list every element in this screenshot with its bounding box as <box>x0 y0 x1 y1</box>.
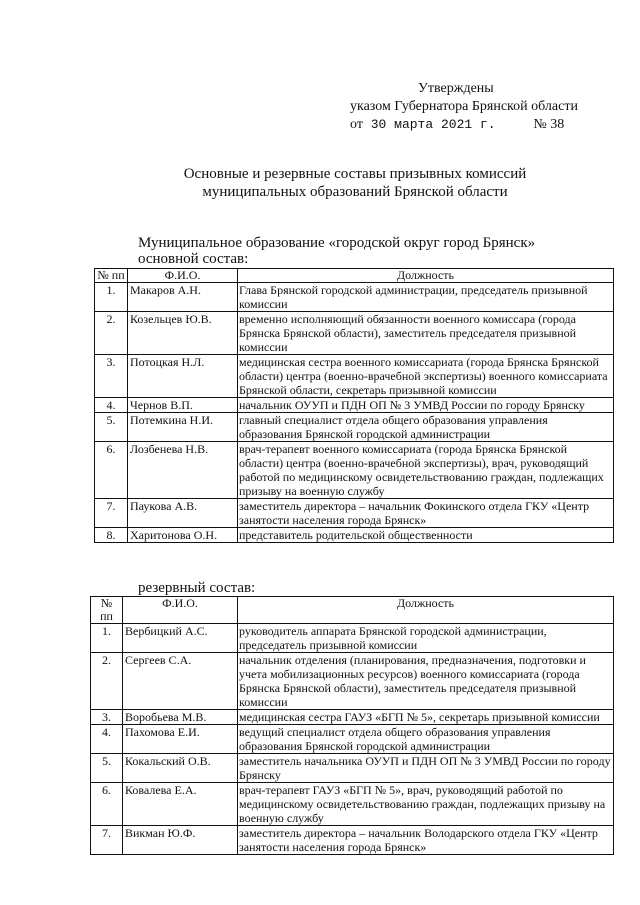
row-position: Глава Брянской городской администрации, председатель призывной комиссии <box>238 283 614 312</box>
row-name: Сергеев С.А. <box>123 653 238 710</box>
table-row <box>95 413 614 442</box>
row-number: 8. <box>95 528 128 543</box>
row-name: Харитонова О.Н. <box>128 528 238 543</box>
row-position: представитель родительской общественности <box>238 528 614 543</box>
row-position: главный специалист отдела общего образования управления образования Брянской городской администрации <box>238 413 614 442</box>
municipality-name: Муниципальное образование «городской округ город Брянск» <box>138 235 536 251</box>
row-position: заместитель директора – начальник Володарского отдела ГКУ «Центр занятости населения города Брянск» <box>238 826 614 855</box>
row-name: Пахомова Е.И. <box>123 725 238 754</box>
table-row <box>95 528 614 543</box>
row-position: начальник ОУУП и ПДН ОП № 3 УМВД России по городу Брянску <box>238 398 614 413</box>
row-number: 5. <box>91 754 123 783</box>
row-position: врач-терапевт ГАУЗ «БГП № 5», врач, руководящий работой по медицинскому освидетельствованию граждан, подлежащих призыву на военную службу <box>238 783 614 826</box>
main-composition-table <box>94 268 614 543</box>
row-number: 6. <box>95 442 128 499</box>
header-position: Должность <box>238 597 614 624</box>
row-name: Воробьева М.В. <box>123 710 238 725</box>
table-row <box>95 355 614 398</box>
title-line-2: муниципальных образований Брянской области <box>202 184 508 200</box>
approval-prefix: от <box>350 117 363 132</box>
row-number: 5. <box>95 413 128 442</box>
row-position: временно исполняющий обязанности военного комиссара (города Брянска Брянской области), заместитель председателя призывной комиссии <box>238 312 614 355</box>
row-name: Паукова А.В. <box>128 499 238 528</box>
table-row <box>95 398 614 413</box>
row-position: руководитель аппарата Брянской городской администрации, председатель призывной комиссии <box>238 624 614 653</box>
row-name: Лозбенева Н.В. <box>128 442 238 499</box>
row-position: начальник отделения (планирования, предназначения, подготовки и учета мобилизационных ресурсов) военного комиссариата (города Брянска Брянской области), заместитель председателя призывной комиссии <box>238 653 614 710</box>
row-position: медицинская сестра ГАУЗ «БГП № 5», секретарь призывной комиссии <box>238 710 614 725</box>
table-row <box>95 312 614 355</box>
row-number: 4. <box>91 725 123 754</box>
row-number: 4. <box>95 398 128 413</box>
document-title <box>0 165 640 201</box>
row-number: 1. <box>95 283 128 312</box>
header-position: Должность <box>238 269 614 283</box>
approval-date: 30 марта 2021 г. <box>370 117 496 132</box>
approval-decree: указом Губернатора Брянской области <box>350 99 578 114</box>
row-number: 3. <box>95 355 128 398</box>
header-name: Ф.И.О. <box>128 269 238 283</box>
row-name: Вербицкий А.С. <box>123 624 238 653</box>
table-row <box>91 653 614 710</box>
table-row <box>95 283 614 312</box>
table-row <box>95 499 614 528</box>
row-position: заместитель начальника ОУУП и ПДН ОП № 3 УМВД России по городу Брянску <box>238 754 614 783</box>
municipality-heading <box>138 235 535 251</box>
table-row <box>91 826 614 855</box>
table-row <box>91 783 614 826</box>
row-position: заместитель директора – начальник Фокинского отдела ГКУ «Центр занятости населения города Брянск» <box>238 499 614 528</box>
row-name: Потоцкая Н.Л. <box>128 355 238 398</box>
row-number: 1. <box>91 624 123 653</box>
title-line-1: Основные и резервные составы призывных комиссий <box>183 166 527 182</box>
row-number: 2. <box>91 653 123 710</box>
table-row <box>91 725 614 754</box>
approval-number: № 38 <box>533 117 565 132</box>
row-position: врач-терапевт военного комиссариата (города Брянска Брянской области) центра (военно-врачебной экспертизы), врач, руководящий работой по медицинскому освидетельствованию граждан, подлежащих призыву на военную службу <box>238 442 614 499</box>
row-number: 7. <box>95 499 128 528</box>
row-number: 2. <box>95 312 128 355</box>
row-name: Козельцев Ю.В. <box>128 312 238 355</box>
main-composition-label: основной состав: <box>138 251 249 267</box>
reserve-composition-label: резервный состав: <box>138 580 256 596</box>
row-number: 7. <box>91 826 123 855</box>
table-row <box>91 754 614 783</box>
approval-heading: Утверждены <box>418 81 494 96</box>
table-header-row <box>91 597 614 624</box>
header-num: № пп <box>91 597 123 624</box>
row-position: медицинская сестра военного комиссариата (города Брянска Брянской области) центра (военно-врачебной экспертизы) военного комиссариата Брянской области, секретарь призывной комиссии <box>238 355 614 398</box>
approval-date-line <box>350 116 578 134</box>
reserve-composition-table <box>90 596 614 855</box>
row-name: Чернов В.П. <box>128 398 238 413</box>
row-number: 3. <box>91 710 123 725</box>
row-position: ведущий специалист отдела общего образования управления образования Брянской городской администрации <box>238 725 614 754</box>
table-row <box>91 710 614 725</box>
row-name: Потемкина Н.И. <box>128 413 238 442</box>
header-num: № пп <box>95 269 128 283</box>
row-name: Макаров А.Н. <box>128 283 238 312</box>
table-row <box>95 442 614 499</box>
header-name: Ф.И.О. <box>123 597 238 624</box>
table-row <box>91 624 614 653</box>
row-number: 6. <box>91 783 123 826</box>
table-header-row <box>95 269 614 283</box>
row-name: Викман Ю.Ф. <box>123 826 238 855</box>
approval-block <box>350 80 578 134</box>
row-name: Кокальский О.В. <box>123 754 238 783</box>
row-name: Ковалева Е.А. <box>123 783 238 826</box>
